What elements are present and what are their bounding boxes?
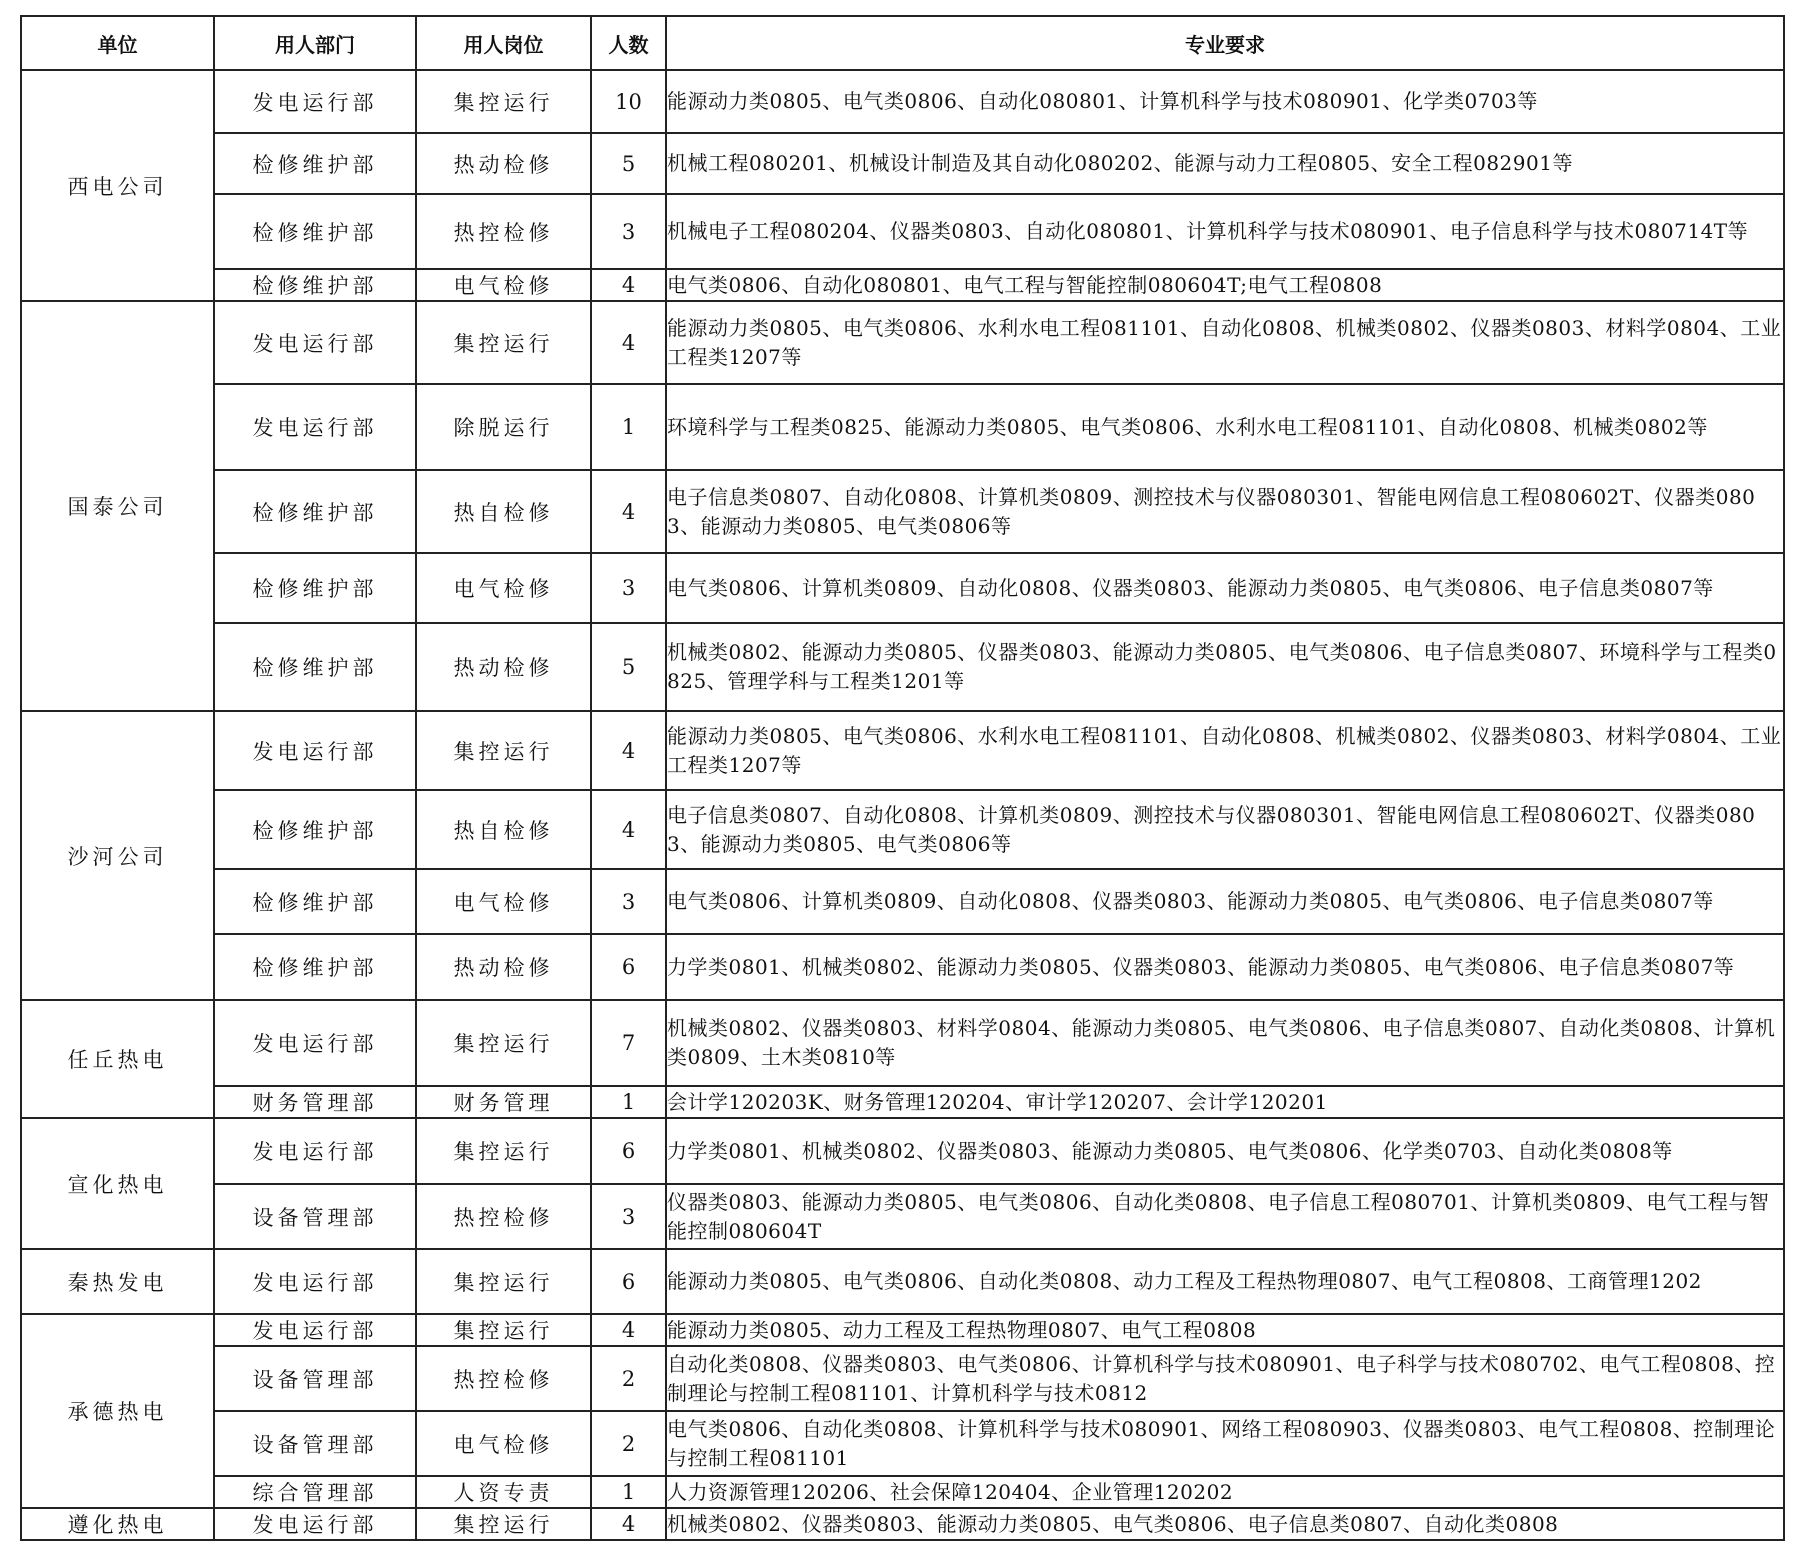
requirements-cell: 电子信息类0807、自动化0808、计算机类0809、测控技术与仪器080301、智能电网信息工程080602T、仪器类0803、能源动力类0805、电气类0806等 bbox=[666, 790, 1784, 869]
requirements-cell: 机械类0802、仪器类0803、材料学0804、能源动力类0805、电气类0806、电子信息类0807、自动化类0808、计算机类0809、土木类0810等 bbox=[666, 1000, 1784, 1086]
unit-cell: 国泰公司 bbox=[21, 301, 214, 711]
position-cell: 集控运行 bbox=[416, 1000, 591, 1086]
table-row bbox=[21, 384, 1784, 470]
recruitment-table bbox=[20, 15, 1785, 1541]
position-cell: 人资专责 bbox=[416, 1476, 591, 1508]
count-cell: 6 bbox=[591, 1118, 666, 1184]
department-cell: 发电运行部 bbox=[214, 384, 416, 470]
unit-cell: 西电公司 bbox=[21, 70, 214, 301]
position-cell: 热动检修 bbox=[416, 133, 591, 194]
requirements-cell: 机械类0802、能源动力类0805、仪器类0803、能源动力类0805、电气类0806、电子信息类0807、环境科学与工程类0825、管理学科与工程类1201等 bbox=[666, 623, 1784, 711]
table-row bbox=[21, 1346, 1784, 1411]
header-requirements: 专业要求 bbox=[666, 16, 1784, 70]
requirements-cell: 环境科学与工程类0825、能源动力类0805、电气类0806、水利水电工程081101、自动化0808、机械类0802等 bbox=[666, 384, 1784, 470]
unit-cell: 沙河公司 bbox=[21, 711, 214, 1000]
unit-cell: 宣化热电 bbox=[21, 1118, 214, 1249]
table-row bbox=[21, 1508, 1784, 1540]
table-row bbox=[21, 1184, 1784, 1249]
count-cell: 3 bbox=[591, 553, 666, 623]
table-row bbox=[21, 711, 1784, 790]
position-cell: 热控检修 bbox=[416, 194, 591, 269]
count-cell: 3 bbox=[591, 1184, 666, 1249]
requirements-cell: 电子信息类0807、自动化0808、计算机类0809、测控技术与仪器080301、智能电网信息工程080602T、仪器类0803、能源动力类0805、电气类0806等 bbox=[666, 470, 1784, 553]
count-cell: 5 bbox=[591, 133, 666, 194]
count-cell: 10 bbox=[591, 70, 666, 133]
table-row bbox=[21, 1476, 1784, 1508]
requirements-cell: 电气类0806、自动化类0808、计算机科学与技术080901、网络工程080903、仪器类0803、电气工程0808、控制理论与控制工程081101 bbox=[666, 1411, 1784, 1476]
department-cell: 发电运行部 bbox=[214, 70, 416, 133]
table-row bbox=[21, 790, 1784, 869]
table-row bbox=[21, 623, 1784, 711]
position-cell: 财务管理 bbox=[416, 1086, 591, 1118]
position-cell: 集控运行 bbox=[416, 1118, 591, 1184]
requirements-cell: 能源动力类0805、电气类0806、自动化类0808、动力工程及工程热物理0807、电气工程0808、工商管理1202 bbox=[666, 1249, 1784, 1314]
department-cell: 发电运行部 bbox=[214, 1249, 416, 1314]
department-cell: 检修维护部 bbox=[214, 470, 416, 553]
department-cell: 检修维护部 bbox=[214, 553, 416, 623]
count-cell: 4 bbox=[591, 1508, 666, 1540]
position-cell: 电气检修 bbox=[416, 869, 591, 934]
table-row bbox=[21, 301, 1784, 384]
count-cell: 4 bbox=[591, 711, 666, 790]
table-row bbox=[21, 1411, 1784, 1476]
table-row bbox=[21, 1249, 1784, 1314]
count-cell: 1 bbox=[591, 1086, 666, 1118]
department-cell: 检修维护部 bbox=[214, 133, 416, 194]
department-cell: 设备管理部 bbox=[214, 1411, 416, 1476]
position-cell: 电气检修 bbox=[416, 553, 591, 623]
header-department: 用人部门 bbox=[214, 16, 416, 70]
position-cell: 热控检修 bbox=[416, 1184, 591, 1249]
department-cell: 发电运行部 bbox=[214, 1314, 416, 1346]
count-cell: 4 bbox=[591, 790, 666, 869]
requirements-cell: 力学类0801、机械类0802、仪器类0803、能源动力类0805、电气类0806、化学类0703、自动化类0808等 bbox=[666, 1118, 1784, 1184]
table-row bbox=[21, 470, 1784, 553]
table-body bbox=[21, 70, 1784, 1540]
department-cell: 发电运行部 bbox=[214, 1508, 416, 1540]
requirements-cell: 能源动力类0805、电气类0806、水利水电工程081101、自动化0808、机械类0802、仪器类0803、材料学0804、工业工程类1207等 bbox=[666, 711, 1784, 790]
department-cell: 设备管理部 bbox=[214, 1346, 416, 1411]
count-cell: 4 bbox=[591, 269, 666, 301]
requirements-cell: 仪器类0803、能源动力类0805、电气类0806、自动化类0808、电子信息工程080701、计算机类0809、电气工程与智能控制080604T bbox=[666, 1184, 1784, 1249]
position-cell: 集控运行 bbox=[416, 301, 591, 384]
position-cell: 热自检修 bbox=[416, 790, 591, 869]
table-row bbox=[21, 194, 1784, 269]
position-cell: 除脱运行 bbox=[416, 384, 591, 470]
count-cell: 3 bbox=[591, 194, 666, 269]
position-cell: 热动检修 bbox=[416, 934, 591, 1000]
count-cell: 2 bbox=[591, 1346, 666, 1411]
count-cell: 3 bbox=[591, 869, 666, 934]
requirements-cell: 电气类0806、自动化080801、电气工程与智能控制080604T;电气工程0808 bbox=[666, 269, 1784, 301]
department-cell: 检修维护部 bbox=[214, 869, 416, 934]
department-cell: 发电运行部 bbox=[214, 1000, 416, 1086]
unit-cell: 秦热发电 bbox=[21, 1249, 214, 1314]
unit-cell: 遵化热电 bbox=[21, 1508, 214, 1540]
position-cell: 电气检修 bbox=[416, 1411, 591, 1476]
requirements-cell: 机械电子工程080204、仪器类0803、自动化080801、计算机科学与技术080901、电子信息科学与技术080714T等 bbox=[666, 194, 1784, 269]
department-cell: 检修维护部 bbox=[214, 194, 416, 269]
header-unit: 单位 bbox=[21, 16, 214, 70]
count-cell: 4 bbox=[591, 470, 666, 553]
department-cell: 检修维护部 bbox=[214, 269, 416, 301]
requirements-cell: 电气类0806、计算机类0809、自动化0808、仪器类0803、能源动力类0805、电气类0806、电子信息类0807等 bbox=[666, 553, 1784, 623]
department-cell: 检修维护部 bbox=[214, 934, 416, 1000]
count-cell: 4 bbox=[591, 301, 666, 384]
header-count: 人数 bbox=[591, 16, 666, 70]
department-cell: 设备管理部 bbox=[214, 1184, 416, 1249]
count-cell: 1 bbox=[591, 384, 666, 470]
header-row bbox=[21, 16, 1784, 70]
table-row bbox=[21, 1314, 1784, 1346]
position-cell: 热自检修 bbox=[416, 470, 591, 553]
department-cell: 发电运行部 bbox=[214, 1118, 416, 1184]
requirements-cell: 力学类0801、机械类0802、能源动力类0805、仪器类0803、能源动力类0805、电气类0806、电子信息类0807等 bbox=[666, 934, 1784, 1000]
count-cell: 6 bbox=[591, 934, 666, 1000]
header-position: 用人岗位 bbox=[416, 16, 591, 70]
department-cell: 综合管理部 bbox=[214, 1476, 416, 1508]
requirements-cell: 机械工程080201、机械设计制造及其自动化080202、能源与动力工程0805、安全工程082901等 bbox=[666, 133, 1784, 194]
table-row bbox=[21, 1000, 1784, 1086]
table-row bbox=[21, 869, 1784, 934]
requirements-cell: 自动化类0808、仪器类0803、电气类0806、计算机科学与技术080901、电子科学与技术080702、电气工程0808、控制理论与控制工程081101、计算机科学与技术0812 bbox=[666, 1346, 1784, 1411]
position-cell: 集控运行 bbox=[416, 1249, 591, 1314]
requirements-cell: 人力资源管理120206、社会保障120404、企业管理120202 bbox=[666, 1476, 1784, 1508]
table-row bbox=[21, 70, 1784, 133]
count-cell: 6 bbox=[591, 1249, 666, 1314]
position-cell: 集控运行 bbox=[416, 1508, 591, 1540]
count-cell: 4 bbox=[591, 1314, 666, 1346]
table-row bbox=[21, 934, 1784, 1000]
position-cell: 集控运行 bbox=[416, 1314, 591, 1346]
count-cell: 5 bbox=[591, 623, 666, 711]
department-cell: 发电运行部 bbox=[214, 711, 416, 790]
table-row bbox=[21, 1086, 1784, 1118]
count-cell: 1 bbox=[591, 1476, 666, 1508]
requirements-cell: 会计学120203K、财务管理120204、审计学120207、会计学120201 bbox=[666, 1086, 1784, 1118]
unit-cell: 承德热电 bbox=[21, 1314, 214, 1508]
table-row bbox=[21, 133, 1784, 194]
requirements-cell: 能源动力类0805、电气类0806、自动化080801、计算机科学与技术080901、化学类0703等 bbox=[666, 70, 1784, 133]
department-cell: 检修维护部 bbox=[214, 790, 416, 869]
table-row bbox=[21, 269, 1784, 301]
position-cell: 热动检修 bbox=[416, 623, 591, 711]
count-cell: 7 bbox=[591, 1000, 666, 1086]
requirements-cell: 能源动力类0805、电气类0806、水利水电工程081101、自动化0808、机械类0802、仪器类0803、材料学0804、工业工程类1207等 bbox=[666, 301, 1784, 384]
requirements-cell: 能源动力类0805、动力工程及工程热物理0807、电气工程0808 bbox=[666, 1314, 1784, 1346]
position-cell: 电气检修 bbox=[416, 269, 591, 301]
unit-cell: 任丘热电 bbox=[21, 1000, 214, 1118]
position-cell: 热控检修 bbox=[416, 1346, 591, 1411]
department-cell: 发电运行部 bbox=[214, 301, 416, 384]
position-cell: 集控运行 bbox=[416, 711, 591, 790]
department-cell: 财务管理部 bbox=[214, 1086, 416, 1118]
table-row bbox=[21, 1118, 1784, 1184]
position-cell: 集控运行 bbox=[416, 70, 591, 133]
requirements-cell: 电气类0806、计算机类0809、自动化0808、仪器类0803、能源动力类0805、电气类0806、电子信息类0807等 bbox=[666, 869, 1784, 934]
table-row bbox=[21, 553, 1784, 623]
requirements-cell: 机械类0802、仪器类0803、能源动力类0805、电气类0806、电子信息类0807、自动化类0808 bbox=[666, 1508, 1784, 1540]
department-cell: 检修维护部 bbox=[214, 623, 416, 711]
count-cell: 2 bbox=[591, 1411, 666, 1476]
